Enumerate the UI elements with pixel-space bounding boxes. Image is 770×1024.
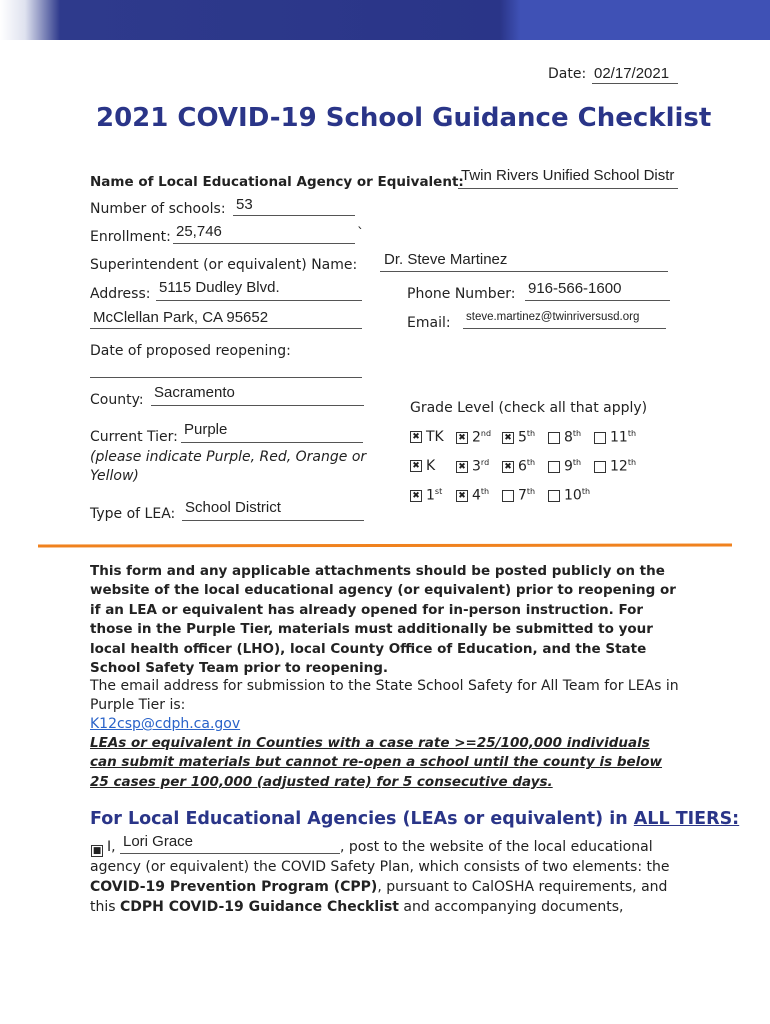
checked-box-icon: ✖ xyxy=(410,431,422,443)
checklist-bold: CDPH COVID-19 Guidance Checklist xyxy=(120,899,399,915)
grade-checkbox-12[interactable] xyxy=(594,458,636,475)
date-underline xyxy=(592,83,678,84)
page-title: 2021 COVID-19 School Guidance Checklist xyxy=(96,103,712,133)
checkbox-mark: ■ xyxy=(92,845,102,856)
grade-suffix: th xyxy=(480,487,490,496)
grade-suffix: th xyxy=(572,458,582,467)
grade-checkbox-9[interactable] xyxy=(548,458,581,475)
grade-label: TK xyxy=(426,429,444,445)
lea-name-underline xyxy=(458,188,678,189)
tier-field[interactable]: Purple xyxy=(184,421,228,438)
reopening-label: Date of proposed reopening: xyxy=(90,343,291,359)
phone-label: Phone Number: xyxy=(407,286,516,302)
grade-suffix: rd xyxy=(480,458,490,467)
enrollment-label: Enrollment: xyxy=(90,229,171,245)
superintendent-label: Superintendent (or equivalent) Name: xyxy=(90,257,358,273)
lea-type-underline xyxy=(182,520,364,521)
enrollment-tick: ` xyxy=(357,226,364,242)
grade-suffix: th xyxy=(627,458,637,467)
notice-text: The email address for submission to the State School Safety for All Team for LEAs in Purple Tier is: xyxy=(90,678,679,714)
schools-underline xyxy=(233,215,355,216)
grade-label: 5 xyxy=(518,429,527,446)
grade-suffix: th xyxy=(526,429,536,438)
county-underline xyxy=(151,405,364,406)
all-tiers-heading-prefix: For Local Educational Agencies (LEAs or equivalent) in xyxy=(90,809,634,829)
grade-label: 11 xyxy=(610,429,628,446)
attestation-text-3: and accompanying documents, xyxy=(398,899,624,915)
checked-box-icon: ✖ xyxy=(456,461,468,473)
grade-checkbox-5[interactable] xyxy=(502,429,535,446)
grade-label: 2 xyxy=(472,429,481,446)
address-line1-underline xyxy=(156,300,362,301)
grade-label: 7 xyxy=(518,487,527,504)
lea-name-label: Name of Local Educational Agency or Equivalent: xyxy=(90,174,464,190)
all-tiers-heading-emph: ALL TIERS: xyxy=(633,809,740,829)
grade-suffix: th xyxy=(627,429,637,438)
header-banner xyxy=(0,0,770,40)
county-label: County: xyxy=(90,392,144,408)
address-line2-underline xyxy=(90,328,362,329)
signer-field[interactable]: Lori Grace xyxy=(123,833,194,850)
grade-checkbox-3[interactable] xyxy=(456,458,489,475)
lea-type-label: Type of LEA: xyxy=(90,506,176,522)
schools-label: Number of schools: xyxy=(90,201,226,217)
submission-email-link[interactable]: K12csp@cdph.ca.gov xyxy=(90,716,241,732)
tier-label: Current Tier: xyxy=(90,429,178,445)
empty-box-icon xyxy=(548,461,560,473)
checked-box-icon: ✖ xyxy=(410,460,422,472)
grade-suffix: th xyxy=(526,458,536,467)
all-tiers-heading xyxy=(90,809,739,829)
empty-box-icon xyxy=(548,432,560,444)
grade-label: 12 xyxy=(610,458,628,475)
grade-checkbox-4[interactable] xyxy=(456,487,489,504)
date-value[interactable]: 02/17/2021 xyxy=(594,65,670,82)
grade-suffix: nd xyxy=(480,429,492,438)
grade-label: 4 xyxy=(472,487,481,504)
section-divider xyxy=(38,544,732,548)
grade-suffix: st xyxy=(434,487,443,496)
grade-checkbox-6[interactable] xyxy=(502,458,535,475)
email-field[interactable]: steve.martinez@twinriversusd.org xyxy=(466,311,640,323)
tier-underline xyxy=(181,442,363,443)
date-label: Date: xyxy=(548,66,587,82)
address-line1-field[interactable]: 5115 Dudley Blvd. xyxy=(159,279,280,296)
phone-field[interactable]: 916-566-1600 xyxy=(528,280,622,297)
checked-box-icon: ✖ xyxy=(502,432,514,444)
empty-box-icon xyxy=(594,461,606,473)
grade-level-label: Grade Level (check all that apply) xyxy=(410,400,648,416)
schools-field[interactable]: 53 xyxy=(236,196,253,213)
grade-label: 1 xyxy=(426,487,435,504)
attestation-text xyxy=(90,837,680,917)
enrollment-underline xyxy=(173,243,355,244)
grade-checkbox-10[interactable] xyxy=(548,487,590,504)
email-label: Email: xyxy=(407,315,451,331)
empty-box-icon xyxy=(502,490,514,502)
superintendent-field[interactable]: Dr. Steve Martinez xyxy=(384,251,508,268)
grade-label: 6 xyxy=(518,458,527,475)
cpp-bold: COVID-19 Prevention Program (CPP) xyxy=(90,879,378,895)
email-underline xyxy=(463,328,666,329)
empty-box-icon xyxy=(594,432,606,444)
i-label: I, xyxy=(107,839,116,855)
grade-label: 8 xyxy=(564,429,573,446)
grade-suffix: th xyxy=(572,429,582,438)
checked-box-icon: ✖ xyxy=(456,490,468,502)
empty-box-icon xyxy=(548,490,560,502)
grade-checkbox-1[interactable] xyxy=(410,487,442,504)
lea-type-field[interactable]: School District xyxy=(185,499,281,516)
enrollment-field[interactable]: 25,746 xyxy=(176,223,222,240)
notice-bold-text: This form and any applicable attachments should be posted publicly on the website of the local educational agency (or equivalent) prior to reopening or if an LEA or equivalent has already opened for in-person instruction. For those in the Purple Tier, materials must additionally be submitted to your local health officer (LHO), local County Office of Education, and the State School Safety Team prior to reopening. xyxy=(90,563,676,677)
reopening-underline[interactable] xyxy=(90,377,362,378)
phone-underline xyxy=(525,300,670,301)
grade-checkbox-7[interactable] xyxy=(502,487,535,504)
grade-checkbox-8[interactable] xyxy=(548,429,581,446)
grade-checkbox-tk[interactable] xyxy=(410,429,444,445)
grade-checkbox-11[interactable] xyxy=(594,429,636,446)
tier-hint: (please indicate Purple, Red, Orange or Yellow) xyxy=(90,449,367,484)
grade-checkbox-k[interactable] xyxy=(410,458,435,474)
superintendent-underline xyxy=(380,271,668,272)
grade-label: K xyxy=(426,458,436,474)
lea-name-field[interactable]: Twin Rivers Unified School Distr xyxy=(461,167,675,184)
grade-suffix: th xyxy=(581,487,591,496)
address-label: Address: xyxy=(90,286,151,302)
grade-label: 10 xyxy=(564,487,582,504)
checked-box-icon: ✖ xyxy=(410,490,422,502)
grade-checkbox-2[interactable] xyxy=(456,429,491,446)
attestation-text-2: , pursuant to CalOSHA requirements, and this xyxy=(90,879,668,915)
warning-text: LEAs or equivalent in Counties with a case rate >=25/100,000 individuals can submit materials but cannot re-open a school until the county is below 25 cases per 100,000 (adjusted rate) for 5 consecutive days. xyxy=(90,735,663,790)
attestation-text-1: , post to the website of the local educational agency (or equivalent) the COVID Safety Plan, which consists of two elements: the xyxy=(90,839,670,875)
grade-label: 3 xyxy=(472,458,481,475)
grade-suffix: th xyxy=(526,487,536,496)
grade-label: 9 xyxy=(564,458,573,475)
checked-box-icon: ✖ xyxy=(456,432,468,444)
address-line2-field[interactable]: McClellan Park, CA 95652 xyxy=(93,309,269,326)
county-field[interactable]: Sacramento xyxy=(154,384,235,401)
checked-box-icon: ✖ xyxy=(502,461,514,473)
